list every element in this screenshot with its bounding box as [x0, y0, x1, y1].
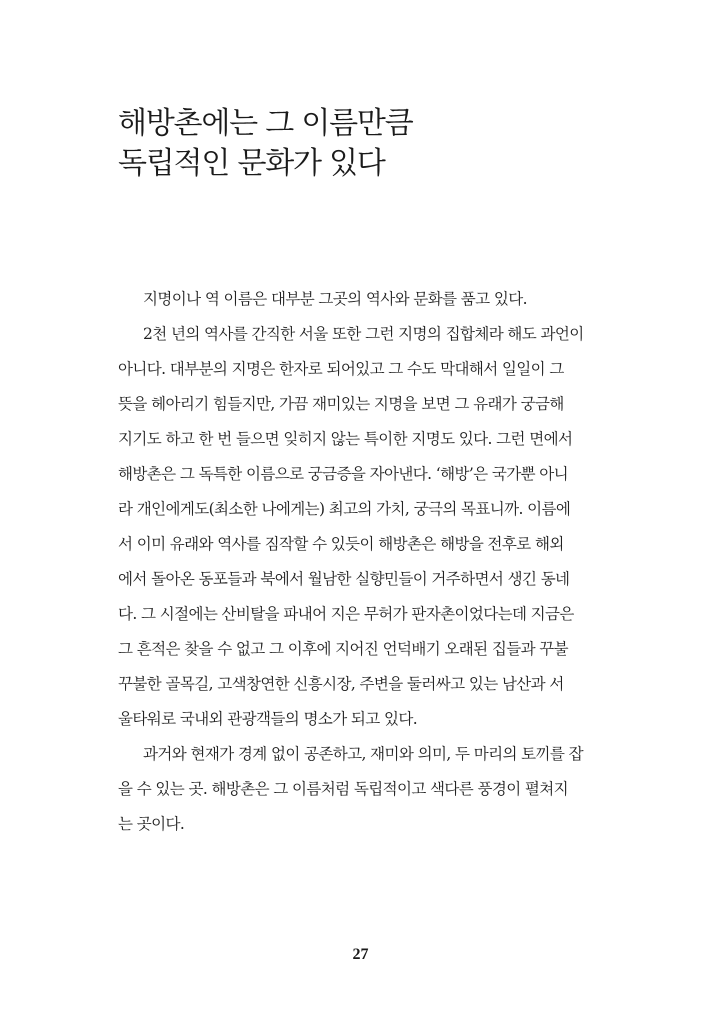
- body-line: 서 이미 유래와 역사를 짐작할 수 있듯이 해방촌은 해방을 전후로 해외: [118, 535, 564, 553]
- body-line: 뜻을 헤아리기 힘들지만, 가끔 재미있는 지명을 보면 그 유래가 궁금해: [118, 395, 564, 413]
- page-number: 27: [352, 946, 369, 963]
- body-line: 울타워로 국내외 관광객들의 명소가 되고 있다.: [118, 710, 418, 728]
- body-line: 에서 돌아온 동포들과 북에서 월남한 실향민들이 거주하면서 생긴 동네: [118, 570, 570, 588]
- body-line-paragraph-2-start: 2천 년의 역사를 간직한 서울 또한 그런 지명의 집합체라 해도 과언이: [143, 325, 584, 343]
- body-line: 아니다. 대부분의 지명은 한자로 되어있고 그 수도 막대해서 일일이 그: [118, 360, 564, 378]
- body-line: 지기도 하고 한 번 들으면 잊히지 않는 특이한 지명도 있다. 그런 면에서: [118, 430, 573, 448]
- body-line: 해방촌은 그 독특한 이름으로 궁금증을 자아낸다. ‘해방’은 국가뿐 아니: [118, 465, 569, 483]
- body-line: 라 개인에게도(최소한 나에게는) 최고의 가치, 궁극의 목표니까. 이름에: [118, 500, 571, 518]
- body-line: 는 곳이다.: [118, 815, 185, 833]
- chapter-title-line-2: 독립적인 문화가 있다: [118, 146, 385, 181]
- body-line: 그 흔적은 찾을 수 없고 그 이후에 지어진 언덕배기 오래된 집들과 꾸불: [118, 640, 569, 658]
- body-line-paragraph-1-start: 지명이나 역 이름은 대부분 그곳의 역사와 문화를 품고 있다.: [143, 290, 527, 308]
- body-line: 을 수 있는 곳. 해방촌은 그 이름처럼 독립적이고 색다른 풍경이 펼쳐지: [118, 780, 569, 798]
- body-line: 꾸불한 골목길, 고색창연한 신흥시장, 주변을 둘러싸고 있는 남산과 서: [118, 675, 564, 693]
- chapter-title-line-1: 해방촌에는 그 이름만큼: [118, 106, 413, 141]
- body-text: [118, 282, 618, 842]
- body-line-paragraph-3-start: 과거와 현재가 경계 없이 공존하고, 재미와 의미, 두 마리의 토끼를 잡: [143, 745, 583, 763]
- chapter-title: [118, 104, 638, 184]
- body-line: 다. 그 시절에는 산비탈을 파내어 지은 무허가 판자촌이었다는데 지금은: [118, 605, 574, 623]
